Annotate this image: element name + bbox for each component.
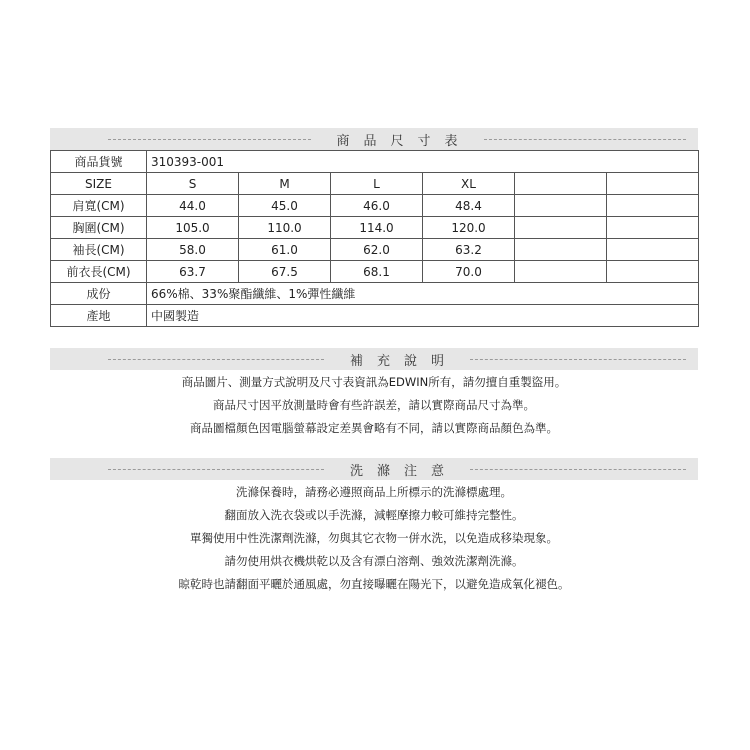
divider-left [108, 359, 324, 360]
cell [607, 239, 699, 261]
table-row-composition [51, 283, 699, 305]
table-row-origin [51, 305, 699, 327]
size-col [515, 173, 607, 195]
cell: 45.0 [239, 195, 331, 217]
cell: 67.5 [239, 261, 331, 283]
care-line: 單獨使用中性洗潔劑洗滌，勿與其它衣物一併水洗，以免造成移染現象。 [190, 531, 558, 545]
cell [607, 261, 699, 283]
supplement-line: 商品圖檔顏色因電腦螢幕設定差異會略有不同，請以實際商品顏色為準。 [190, 421, 558, 435]
cell: 114.0 [331, 217, 423, 239]
cell [515, 195, 607, 217]
supplement-title: 補充說明 [350, 353, 459, 369]
row-label: 胸圍(CM) [51, 217, 147, 239]
supplement-line: 商品尺寸因平放測量時會有些許誤差，請以實際商品尺寸為準。 [213, 398, 535, 412]
size-col: S [147, 173, 239, 195]
cell: 44.0 [147, 195, 239, 217]
divider-right [484, 139, 687, 140]
cell: 63.7 [147, 261, 239, 283]
cell: 68.1 [331, 261, 423, 283]
size-col: M [239, 173, 331, 195]
size-col [607, 173, 699, 195]
divider-right [470, 469, 686, 470]
cell: 48.4 [423, 195, 515, 217]
cell: 62.0 [331, 239, 423, 261]
size-chart-header [50, 128, 698, 150]
supplement-header [50, 348, 698, 370]
size-col: XL [423, 173, 515, 195]
size-col: L [331, 173, 423, 195]
origin-value: 中國製造 [147, 305, 699, 327]
supplement-line: 商品圖片、測量方式說明及尺寸表資訊為EDWIN所有，請勿擅自重製盜用。 [181, 375, 567, 389]
cell: 46.0 [331, 195, 423, 217]
divider-left [108, 139, 311, 140]
table-row-chest [51, 217, 699, 239]
cell [515, 261, 607, 283]
cell [607, 217, 699, 239]
table-row-sleeve [51, 239, 699, 261]
cell: 70.0 [423, 261, 515, 283]
cell: 120.0 [423, 217, 515, 239]
divider-right [470, 359, 686, 360]
cell [515, 217, 607, 239]
care-line: 請勿使用烘衣機烘乾以及含有漂白溶劑、強效洗潔劑洗滌。 [224, 554, 524, 568]
origin-label: 產地 [51, 305, 147, 327]
composition-label: 成份 [51, 283, 147, 305]
care-line: 洗滌保養時，請務必遵照商品上所標示的洗滌標處理。 [236, 485, 512, 499]
supplement-notes [50, 371, 698, 440]
product-no-label: 商品貨號 [51, 151, 147, 173]
care-line: 晾乾時也請翻面平曬於通風處，勿直接曝曬在陽光下，以避免造成氧化褪色。 [178, 577, 570, 591]
care-header [50, 458, 698, 480]
care-notes [50, 481, 698, 596]
cell: 61.0 [239, 239, 331, 261]
table-row-size [51, 173, 699, 195]
care-line: 翻面放入洗衣袋或以手洗滌，減輕摩擦力較可維持完整性。 [224, 508, 524, 522]
size-chart-title: 商品尺寸表 [336, 133, 472, 149]
row-label: 前衣長(CM) [51, 261, 147, 283]
row-label: 袖長(CM) [51, 239, 147, 261]
table-row-shoulder [51, 195, 699, 217]
row-label: 肩寬(CM) [51, 195, 147, 217]
size-label: SIZE [51, 173, 147, 195]
composition-value: 66%棉、33%聚酯纖維、1%彈性纖維 [147, 283, 699, 305]
size-table [50, 150, 699, 327]
divider-left [108, 469, 324, 470]
cell [607, 195, 699, 217]
cell [515, 239, 607, 261]
product-no-value: 310393-001 [147, 151, 699, 173]
cell: 58.0 [147, 239, 239, 261]
care-title: 洗滌注意 [350, 463, 459, 479]
cell: 105.0 [147, 217, 239, 239]
cell: 110.0 [239, 217, 331, 239]
cell: 63.2 [423, 239, 515, 261]
table-row-product-no [51, 151, 699, 173]
table-row-length [51, 261, 699, 283]
